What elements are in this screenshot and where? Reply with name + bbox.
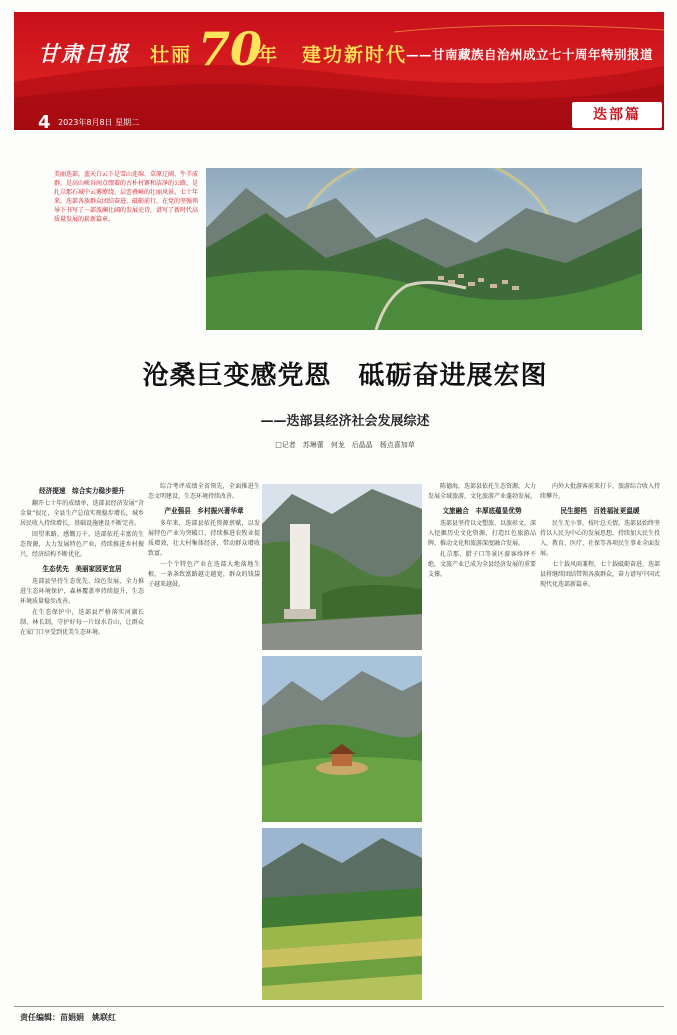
slogan-part1: 壮丽 xyxy=(150,44,193,66)
body-paragraph: 翻开七十年的成绩单，迭部县经济发展“含金量”很足，全县生产总值实现稳步增长，城乡居民收入持续增长，基础设施建设不断完善。 xyxy=(20,500,144,527)
footer-divider xyxy=(14,1006,664,1007)
anniversary-number: 70 xyxy=(198,22,263,76)
body-paragraph: 迭部县坚持生态优先、绿色发展，全力推进生态环境保护，森林覆盖率持续提升，生态环境质量稳步改善。 xyxy=(20,578,144,605)
body-paragraph: 民生无小事，枝叶总关情。迭部县始终坚持以人民为中心的发展思想，持续加大民生投入，教育、医疗、社保等各项民生事业全面发展。 xyxy=(540,520,660,557)
section-tag: 迭部篇 xyxy=(572,102,662,128)
issue-date: 2023年8月8日 星期二 xyxy=(58,118,140,127)
photo-meadow-pavilion xyxy=(262,656,422,822)
byline: □记者 苏琳蕾 何龙 后晶晶 杨点喜加草 xyxy=(275,441,415,449)
intro-paragraph: 美丽迭部，蓝天白云下是雪山连绵、草原辽阔、牛羊成群，是高山峡谷间点缀着的古朴村寨和洁净的公路，是扎尕那石城中云雾缭绕、层峦叠嶂的壮丽风景。七十年来，迭部各族群众团结奋进、砥砺前行，在党的坚强领导下书写了一部波澜壮阔的发展史诗，谱写了新时代高质量发展的崭新篇章。 xyxy=(54,171,198,223)
article-column-4 xyxy=(428,482,536,1002)
special-report-title: ——甘南藏族自治州成立七十周年特别报道 xyxy=(406,47,654,62)
body-paragraph: 多年来，迭部县依托资源禀赋，以发展特色产业为突破口，持续推进农牧业提质增效，壮大村集体经济，带动群众增收致富。 xyxy=(148,520,260,557)
banner-decoration xyxy=(14,12,664,130)
section-heading: 民生提档 百姓福祉更温暖 xyxy=(560,507,640,515)
main-headline: 沧桑巨变感党恩 砥砺奋进展宏图 xyxy=(142,361,548,391)
hero-landscape-photo xyxy=(206,168,642,330)
body-paragraph: 回望来路，感慨万千。迭部依托丰富的生态资源，大力发展特色产业，持续推进乡村振兴，经济结构不断优化。 xyxy=(20,531,144,558)
body-paragraph: 七十载风雨兼程，七十载砥砺奋进。迭部县将继续团结带领各族群众，奋力谱写中国式现代化迭部新篇章。 xyxy=(540,561,660,588)
photo-memorial-monument xyxy=(262,484,422,650)
body-paragraph: 一个个特色产业在迭部大地落地生根，一条条致富路越走越宽，群众的钱袋子越来越鼓。 xyxy=(148,561,260,588)
photo-terraced-fields xyxy=(262,828,422,1000)
editor-credit: 责任编辑：苗娟娟 姚联红 xyxy=(20,1013,116,1022)
body-paragraph: 陈德海，迭部县依托生态资源，大力发展全域旅游，文化旅游产业蓬勃发展。 xyxy=(428,483,536,500)
body-paragraph: 扎尕那、腊子口等景区游客络绎不绝，文旅产业已成为全县经济发展的重要支撑。 xyxy=(428,551,536,578)
newspaper-name: 甘肃日报 xyxy=(38,41,130,66)
body-paragraph: 内外大批游客前来打卡，旅游综合收入持续攀升。 xyxy=(540,483,660,500)
body-paragraph: 迭部县坚持以文塑旅、以旅彰文，深入挖掘历史文化资源，打造红色旅游品牌，推动文化和旅游深度融合发展。 xyxy=(428,520,536,547)
masthead-banner xyxy=(14,12,664,130)
body-paragraph: 综合考评成绩全省领先，全面推进生态文明建设，生态环境持续改善。 xyxy=(148,483,260,500)
article-column-2 xyxy=(148,482,260,1002)
section-heading: 经济提速 综合实力稳步提升 xyxy=(39,487,125,495)
page-number: 4 xyxy=(38,112,51,130)
body-paragraph: 在生态保护中，迭部县严格落实河湖长制、林长制，守护好每一片绿水青山，让群众在家门口享受到优美生态环境。 xyxy=(20,609,144,636)
article-column-1 xyxy=(20,482,144,1002)
section-heading: 文旅融合 丰厚底蕴显优势 xyxy=(442,507,522,515)
slogan-part2: 建功新时代 xyxy=(302,44,408,66)
article-column-5 xyxy=(540,482,660,1002)
slogan-year: 年 xyxy=(258,44,278,66)
section-heading: 产业强县 乡村振兴著华章 xyxy=(164,507,244,515)
sub-headline: ——迭部县经济社会发展综述 xyxy=(260,414,430,429)
section-heading: 生态优先 美丽家园更宜居 xyxy=(42,565,122,573)
